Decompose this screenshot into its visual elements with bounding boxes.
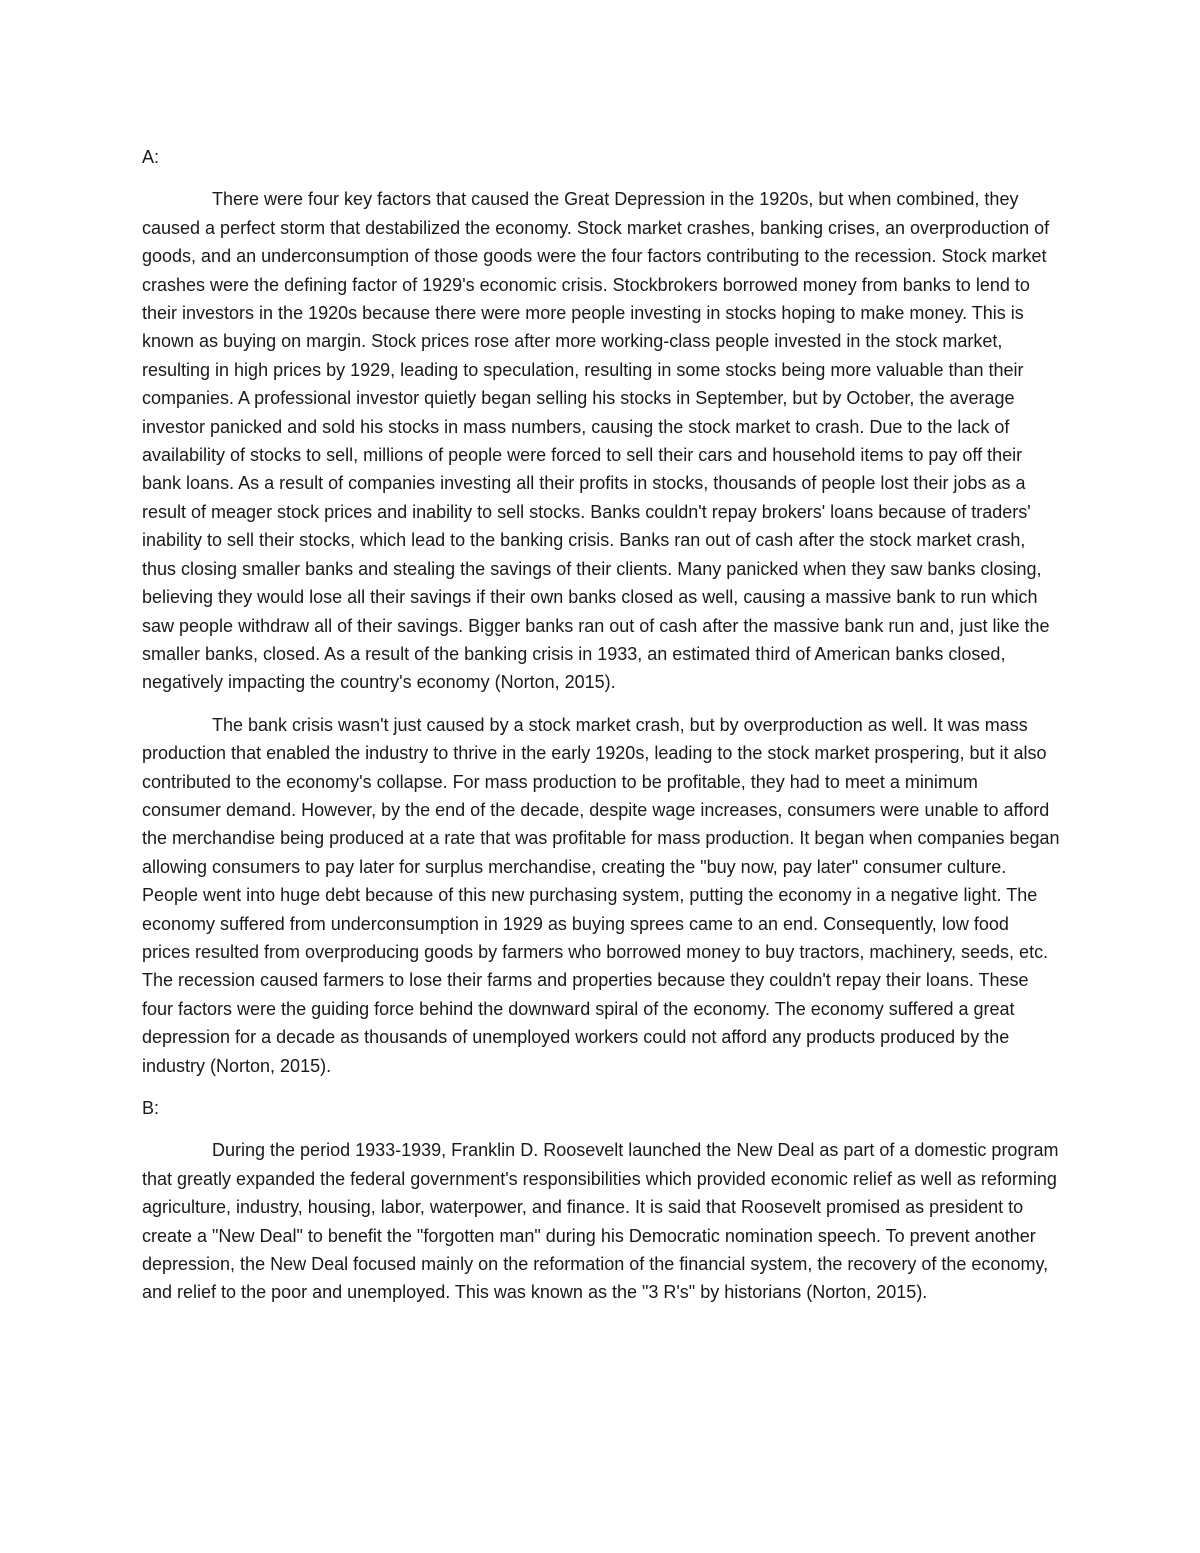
section-a-heading: A: — [142, 147, 160, 167]
document-page — [142, 143, 1060, 1321]
section-a-paragraph-1: There were four key factors that caused the Great Depression in the 1920s, but when combined, they caused a perfect storm that destabilized the economy. Stock market crashes, banking crises, an overproduction of goods, and an underconsumption of those goods were the four factors contributing to the recession. Stock market crashes were the defining factor of 1929's economic crisis. Stockbrokers borrowed money from banks to lend to their investors in the 1920s because there were more people investing in stocks hoping to make money. This is known as buying on margin. Stock prices rose after more working-class people invested in the stock market, resulting in high prices by 1929, leading to speculation, resulting in some stocks being more valuable than their companies. A professional investor quietly began selling his stocks in September, but by October, the average investor panicked and sold his stocks in mass numbers, causing the stock market to crash. Due to the lack of availability of stocks to sell, millions of people were forced to sell their cars and household items to pay off their bank loans. As a result of companies investing all their profits in stocks, thousands of people lost their jobs as a result of meager stock prices and inability to sell stocks. Banks couldn't repay brokers' loans because of traders' inability to sell their stocks, which lead to the banking crisis. Banks ran out of cash after the stock market crash, thus closing smaller banks and stealing the savings of their clients. Many panicked when they saw banks closing, believing they would lose all their savings if their own banks closed as well, causing a massive bank to run which saw people withdraw all of their savings. Bigger banks ran out of cash after the massive bank run and, just like the smaller banks, closed. As a result of the banking crisis in 1933, an estimated third of American banks closed, negatively impacting the country's economy (Norton, 2015). — [142, 189, 1050, 693]
section-a-paragraph-2: The bank crisis wasn't just caused by a stock market crash, but by overproduction as well. It was mass production that enabled the industry to thrive in the early 1920s, leading to the stock market prospering, but it also contributed to the economy's collapse. For mass production to be profitable, they had to meet a minimum consumer demand. However, by the end of the decade, despite wage increases, consumers were unable to afford the merchandise being produced at a rate that was profitable for mass production. It began when companies began allowing consumers to pay later for surplus merchandise, creating the "buy now, pay later" consumer culture. People went into huge debt because of this new purchasing system, putting the economy in a negative light. The economy suffered from underconsumption in 1929 as buying sprees came to an end. Consequently, low food prices resulted from overproducing goods by farmers who borrowed money to buy tractors, machinery, seeds, etc. The recession caused farmers to lose their farms and properties because they couldn't repay their loans. These four factors were the guiding force behind the downward spiral of the economy. The economy suffered a great depression for a decade as thousands of unemployed workers could not afford any products produced by the industry (Norton, 2015). — [142, 714, 1060, 1076]
section-b-paragraph-1: During the period 1933-1939, Franklin D. Roosevelt launched the New Deal as part of a domestic program that greatly expanded the federal government's responsibilities which provided economic relief as well as reforming agriculture, industry, housing, labor, waterpower, and finance. It is said that Roosevelt promised as president to create a "New Deal" to benefit the "forgotten man" during his Democratic nomination speech. To prevent another depression, the New Deal focused mainly on the reformation of the financial system, the recovery of the economy, and relief to the poor and unemployed. This was known as the "3 R's" by historians (Norton, 2015). — [142, 1140, 1059, 1303]
section-b-heading: B: — [142, 1098, 160, 1118]
